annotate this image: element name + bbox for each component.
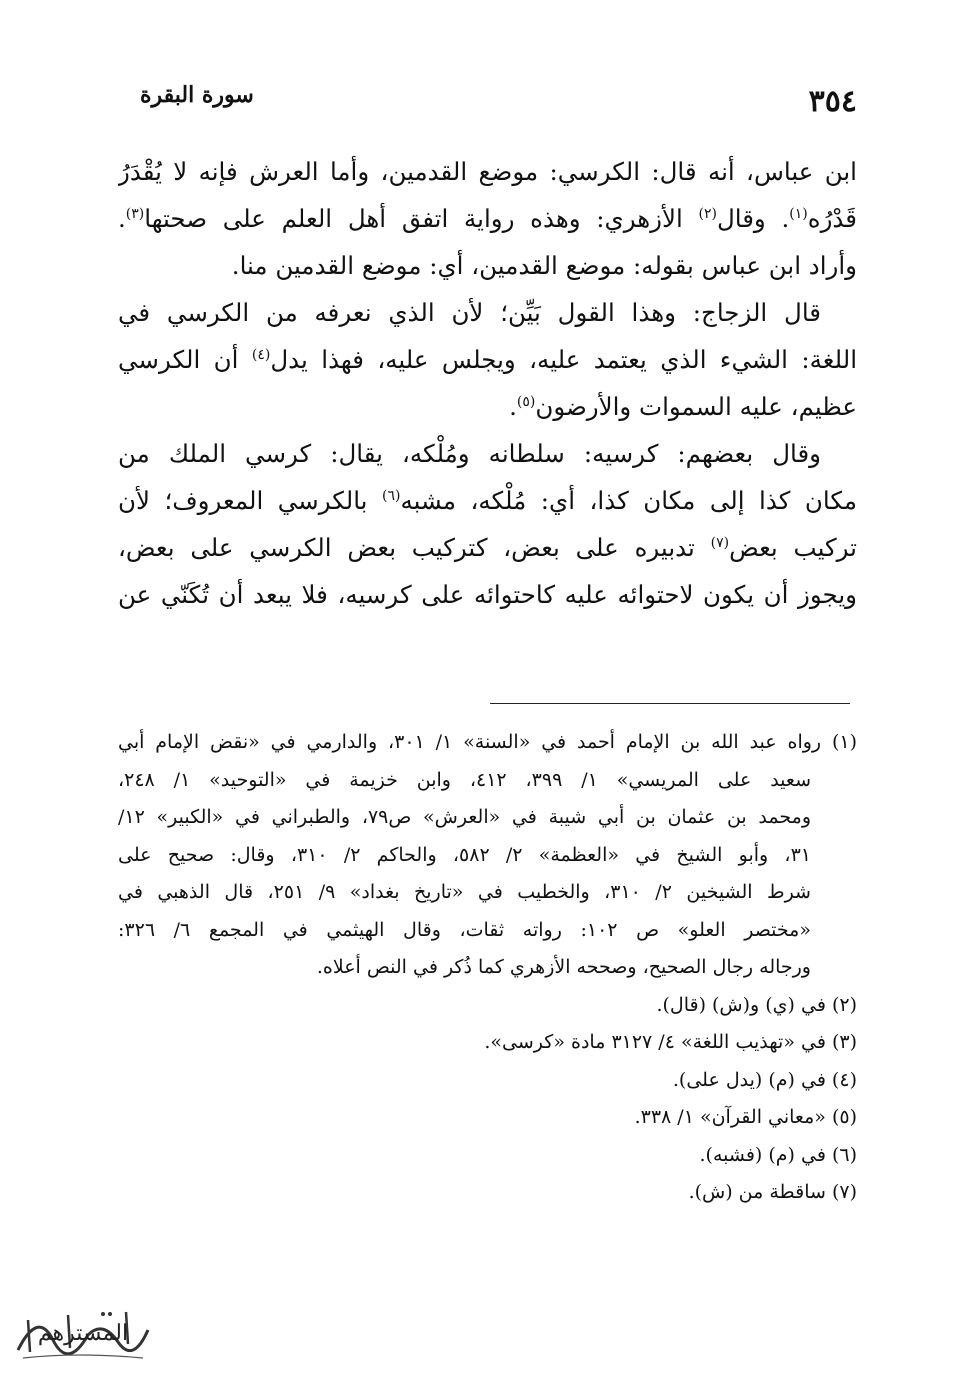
text-segment: الأزهري: وهذه رواية اتفق أهل العلم على صحتها — [144, 204, 699, 233]
text-line — [118, 524, 857, 571]
footnote-line: (٥) «معاني القرآن» ١/ ٣٣٨. — [634, 1106, 857, 1128]
text-line — [118, 336, 857, 383]
footnote-ref-6[interactable]: (٦) — [382, 487, 401, 504]
paragraph-1 — [118, 148, 857, 289]
footnote-line: (٧) ساقطة من (ش). — [688, 1181, 857, 1203]
footnote-ref-2[interactable]: (٢) — [698, 205, 717, 222]
page-header — [140, 80, 857, 124]
text-segment: تركيب بعض — [729, 533, 857, 562]
footnote-line: سعيد على المريسي» ١/ ٣٩٩، ٤١٢، وابن خزيمة في «التوحيد» ١/ ٢٤٨، — [118, 768, 811, 791]
footnote-line: (٦) في (م) (فشبه). — [699, 1143, 857, 1166]
footnote-ref-3[interactable]: (٣) — [125, 205, 145, 222]
footnote-line: «مختصر العلو» ص ١٠٢: رواته ثقات، وقال الهيثمي في المجمع ٦/ ٣٢٦: — [118, 918, 811, 941]
footnote-ref-7[interactable]: (٧) — [710, 534, 730, 551]
text-segment: مكان كذا إلى مكان كذا، أي: مُلْكه، مشبه — [400, 486, 857, 515]
footnote-7 — [118, 1174, 857, 1212]
footnote-1 — [118, 724, 857, 987]
text-segment: تدبيره على بعض، كتركيب بعض الكرسي على بعض، — [118, 533, 711, 562]
calligraphy-logo-svg — [8, 1300, 158, 1364]
footnote-line: (٤) في (م) (يدل على). — [672, 1068, 857, 1091]
text-segment: عظيم، عليه السموات والأرضون — [535, 392, 857, 421]
text-segment: . — [118, 204, 126, 233]
footnote-line: (٣) في «تهذيب اللغة» ٤/ ٣١٢٧ مادة «كرسى». — [484, 1031, 857, 1053]
watermark-text: المسترهم — [37, 1321, 129, 1346]
footnote-2 — [118, 987, 857, 1025]
text-line: ويجوز أن يكون لاحتوائه عليه كاحتوائه على كرسيه، فلا يبعد أن تُكَنّي عن — [118, 580, 857, 609]
footnote-3 — [118, 1024, 857, 1062]
text-line: وقال بعضهم: كرسيه: سلطانه ومُلْكه، يقال: كرسي الملك من — [118, 439, 821, 468]
text-segment: أن الكرسي — [118, 345, 252, 374]
surah-title: سورة البقرة — [140, 82, 254, 108]
footnote-line: ومحمد بن عثمان بن أبي شيبة في «العرش» ص٧٩، والطبراني في «الكبير» ١٢/ — [118, 806, 811, 828]
footnote-4 — [118, 1062, 857, 1100]
page-number: ٣٥٤ — [808, 84, 857, 119]
text-line: ابن عباس، أنه قال: الكرسي: موضع القدمين، وأما العرش فإنه لا يُقْدَرُ — [118, 157, 857, 186]
calligraphy-logo-icon — [8, 1300, 158, 1364]
footnote-ref-4[interactable]: (٤) — [251, 346, 271, 363]
text-line — [118, 383, 857, 430]
paragraph-3 — [118, 430, 857, 618]
footnote-line: (١) رواه عبد الله بن الإمام أحمد في «السنة» ١/ ٣٠١، والدارمي في «نقض الإمام أبي — [118, 731, 857, 753]
footnote-6 — [118, 1137, 857, 1175]
text-segment: بالكرسي المعروف؛ لأن — [118, 486, 382, 515]
footnote-line: ٣١، وأبو الشيخ في «العظمة» ٢/ ٥٨٢، والحاكم ٢/ ٣١٠، وقال: صحيح على — [118, 843, 811, 866]
main-text — [118, 148, 857, 618]
text-segment: اللغة: الشيء الذي يعتمد عليه، ويجلس عليه، فهذا يدل — [270, 345, 857, 374]
footnote-5 — [118, 1099, 857, 1137]
text-line: وأراد ابن عباس بقوله: موضع القدمين، أي: موضع القدمين منا. — [231, 251, 857, 280]
footnote-ref-1[interactable]: (١) — [789, 205, 808, 222]
footnotes — [118, 724, 857, 1212]
text-segment: . — [509, 392, 517, 421]
footnote-divider — [490, 703, 850, 704]
text-line: قال الزجاج: وهذا القول بَيِّن؛ لأن الذي نعرفه من الكرسي في — [118, 298, 821, 327]
text-segment: قَدْرُه — [807, 204, 857, 233]
text-segment: . وقال — [716, 204, 790, 233]
text-line — [118, 195, 857, 242]
footnote-line: (٢) في (ي) و(ش) (قال). — [656, 993, 857, 1016]
paragraph-2 — [118, 289, 857, 430]
footnote-line: شرط الشيخين ٢/ ٣١٠، والخطيب في «تاريخ بغداد» ٩/ ٢٥١، قال الذهبي في — [118, 881, 811, 903]
footnote-ref-5[interactable]: (٥) — [516, 393, 536, 410]
footnote-line: ورجاله رجال الصحيح، وصححه الأزهري كما ذُكر في النص أعلاه. — [316, 956, 811, 978]
text-line — [118, 477, 857, 524]
